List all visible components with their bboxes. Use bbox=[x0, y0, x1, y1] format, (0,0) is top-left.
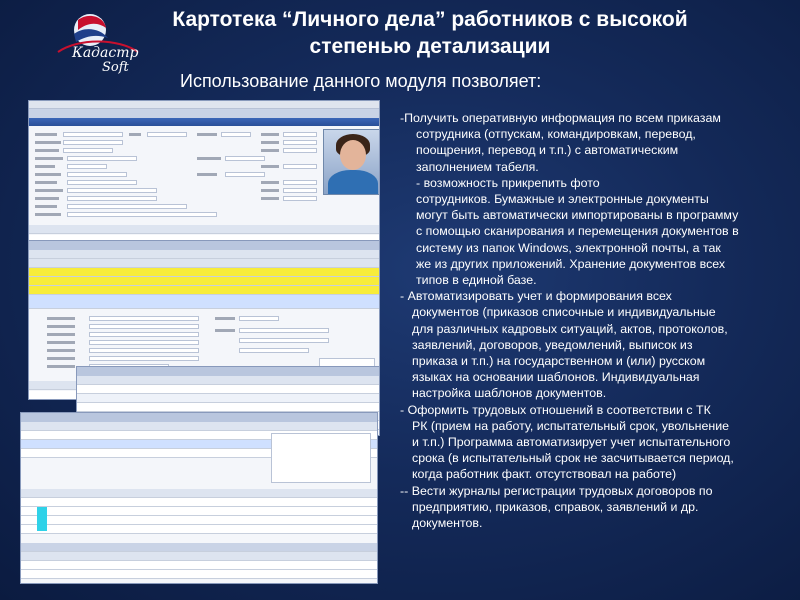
bullet-line: же из других приложений. Хранение документов всех bbox=[416, 256, 726, 271]
bullet-line: документов. bbox=[412, 516, 483, 531]
bullet-line: приказа и т.п.) на государственном и (или) русском bbox=[412, 354, 706, 369]
bullet-line: когда работник факт. отсутствовал на работе) bbox=[412, 467, 677, 482]
bullet-line: срока (в испытательный срок не засчитывается период, bbox=[412, 451, 734, 466]
bullet-line: языках на основании шаблонов. Индивидуальная bbox=[412, 370, 700, 385]
bullet-line: сотрудников. Бумажные и электронные документы bbox=[416, 192, 709, 207]
bullet-line: документов (приказов списочные и индивидуальные bbox=[412, 305, 716, 320]
bullet-line: предприятию, приказов, справок, заявлений и др. bbox=[412, 499, 699, 514]
bullet-line: могут быть автоматически импортированы в программу bbox=[416, 208, 739, 223]
company-logo bbox=[28, 8, 148, 86]
page-title: Картотека “Личного дела” работников с высокой степенью детализации bbox=[172, 8, 688, 58]
logo-text: Кадастр bbox=[72, 45, 139, 61]
bullet-line: с помощью сканирования и перемещения документов в bbox=[416, 224, 739, 239]
bullet-line: поощрения, перевод и т.п.) с автоматическим bbox=[416, 143, 679, 158]
bullet-line: настройка шаблонов документов. bbox=[412, 386, 607, 401]
bullet-line: - Оформить трудовых отношений в соответствии с ТК bbox=[400, 402, 711, 417]
bullet-line: сотрудника (отпускам, командировкам, перевод, bbox=[416, 127, 696, 142]
bullet-line: -- Вести журналы регистрации трудовых договоров по bbox=[400, 483, 713, 498]
bullet-line: систему из папок Windows, электронной почты, а так bbox=[416, 240, 721, 255]
bullet-line: - возможность прикрепить фото bbox=[416, 175, 600, 190]
employee-photo[interactable] bbox=[323, 129, 380, 195]
bullet-line: типов в единой базе. bbox=[416, 273, 537, 288]
bullet-line: - Автоматизировать учет и формирования всех bbox=[400, 289, 672, 304]
feature-list bbox=[400, 110, 792, 531]
bullet-line: заявлений, договоров, уведомлений, выписок из bbox=[412, 337, 693, 352]
bullet-line: для различных кадровых ситуаций, актов, протоколов, bbox=[412, 321, 728, 336]
logo-text-sub: Soft bbox=[102, 60, 129, 75]
bullet-line: и т.п.) Программа автоматизирует учет испытательного bbox=[412, 435, 731, 450]
bullet-line: -Получить оперативную информация по всем приказам bbox=[400, 111, 721, 125]
bullet-line: РК (прием на работу, испытательный срок, увольнение bbox=[412, 418, 730, 433]
screenshot-labor-book bbox=[20, 412, 378, 584]
page-subtitle: Использование данного модуля позволяет: bbox=[180, 71, 542, 91]
screenshot-employee-card bbox=[28, 100, 380, 246]
bullet-line: заполнением табеля. bbox=[416, 159, 539, 174]
